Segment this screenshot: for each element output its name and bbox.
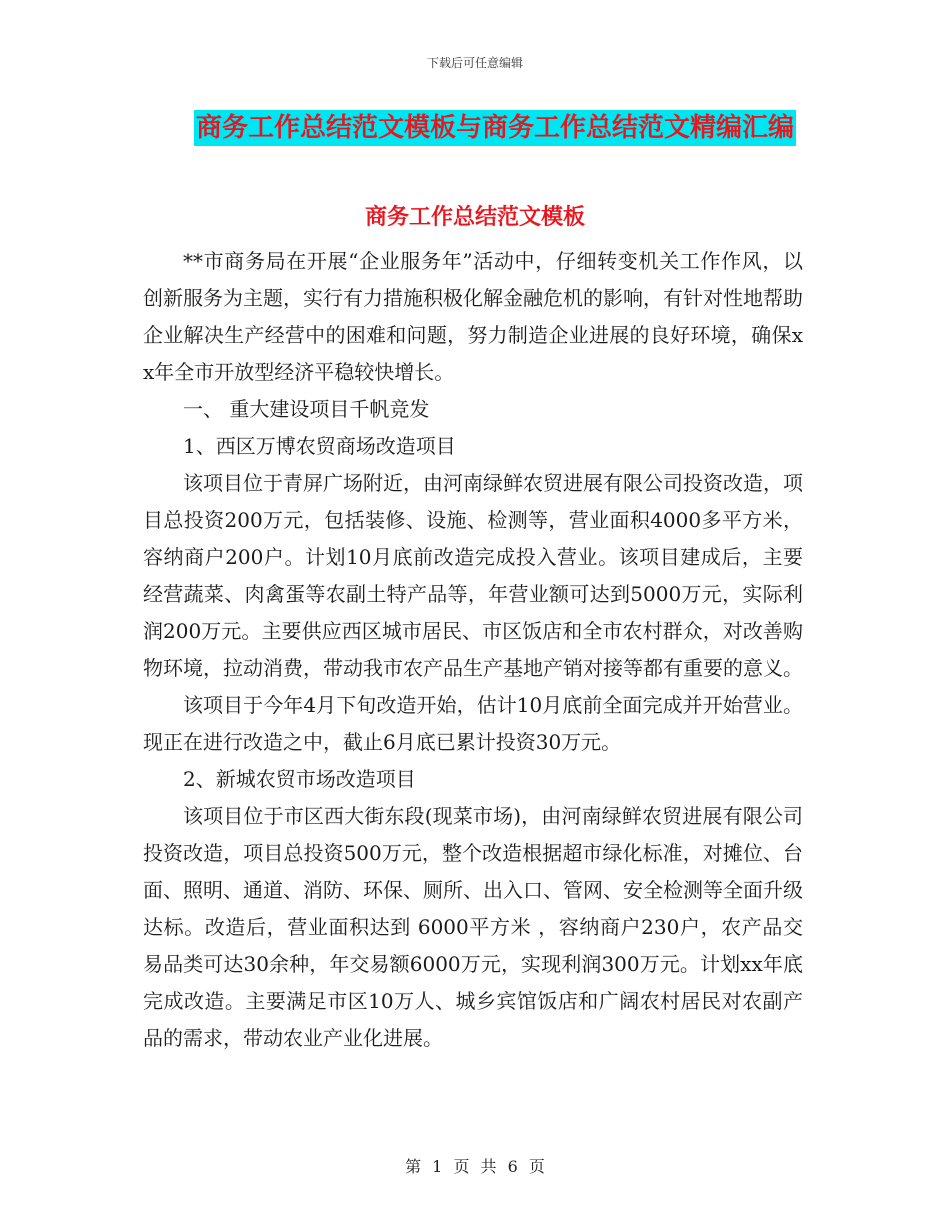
heading-project-2: 2、新城农贸市场改造项目 bbox=[183, 767, 416, 791]
heading-section-1: 一、 重大建设项目千帆竞发 bbox=[183, 397, 430, 421]
paragraph-project-1-progress: 该项目于今年4月下旬改造开始，估计10月底前全面完成并开始营业。现正在进行改造之中，截止6月底已累计投资30万元。 bbox=[143, 693, 803, 754]
section-title: 商务工作总结范文模板 bbox=[364, 205, 585, 230]
paragraph-project-2-desc: 该项目位于市区西大街东段(现菜市场)，由河南绿鲜农贸进展有限公司投资改造，项目总投资500万元，整个改造根据超市绿化标准，对摊位、台面、照明、通道、消防、环保、厕所、出入口、管网、安全检测等全面升级达标。改造后，营业面积达到 6000平方米 ，容纳商户230户，农产品交易品类可达30余种，年交易额6000万元，实现利润300万元。计划xx年底完成改造。主要满足市区10万人、城乡宾馆饭店和广阔农村居民对农副产品的需求，带动农业产业化进展。 bbox=[143, 804, 803, 1050]
page-number-footer: 第 1 页 共 6 页 bbox=[405, 1157, 545, 1176]
heading-project-1: 1、西区万博农贸商场改造项目 bbox=[183, 434, 456, 458]
paragraph-project-1-desc: 该项目位于青屏广场附近，由河南绿鲜农贸进展有限公司投资改造，项目总投资200万元，包括装修、设施、检测等，营业面积4000多平方米，容纳商户200户。计划10月底前改造完成投入营业。该项目建成后，主要经营蔬菜、肉禽蛋等农副土特产品等，年营业额可达到5000万元，实际利润200万元。主要供应西区城市居民、市区饭店和全市农村群众，对改善购物环境，拉动消费，带动我市农产品生产基地产销对接等都有重要的意义。 bbox=[143, 471, 803, 680]
document-title: 商务工作总结范文模板与商务工作总结范文精编汇编 bbox=[194, 110, 796, 146]
page-header-note: 下载后可任意编辑 bbox=[426, 56, 523, 70]
paragraph-intro: **市商务局在开展“企业服务年”活动中，仔细转变机关工作作风，以创新服务为主题，实行有力措施积极化解金融危机的影响，有针对性地帮助企业解决生产经营中的困难和问题，努力制造企业进展的良好环境，确保xx年全市开放型经济平稳较快增长。 bbox=[143, 249, 803, 384]
document-body bbox=[143, 243, 803, 1057]
